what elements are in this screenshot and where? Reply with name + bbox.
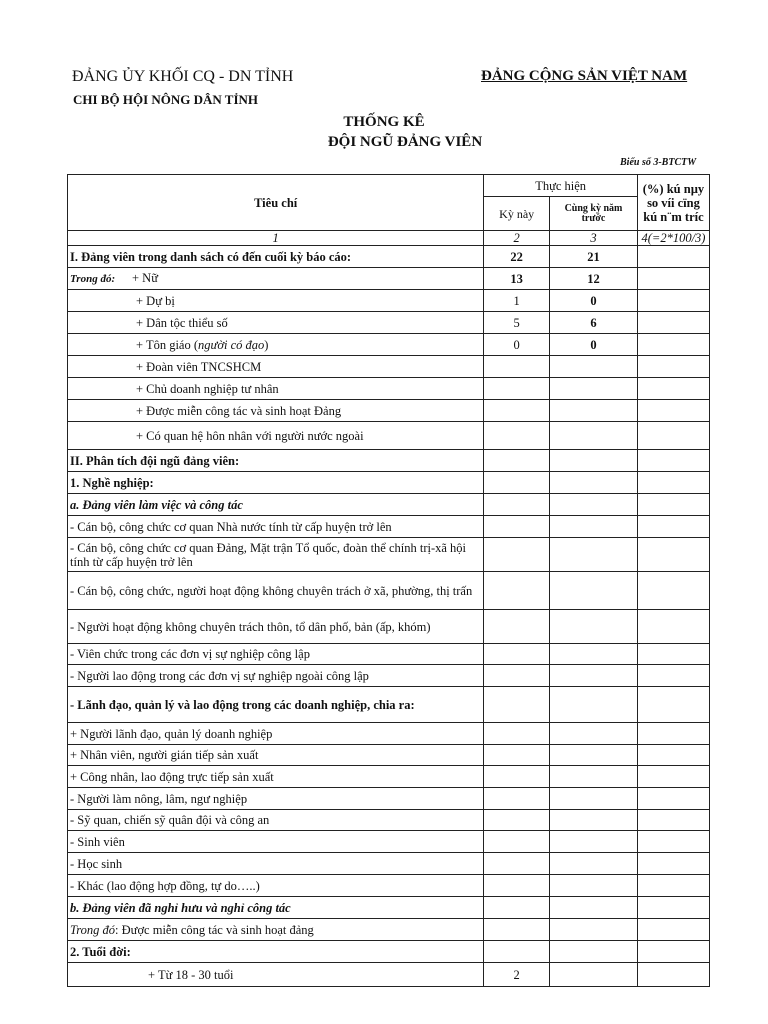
doc-subtitle: ĐỘI NGŨ ĐẢNG VIÊN <box>327 134 483 150</box>
row-label: - Sỹ quan, chiến sỹ quân đội và công an <box>68 810 484 831</box>
row-value-prev: 21 <box>550 246 638 268</box>
row-label: I. Đảng viên trong danh sách có đến cuối kỳ báo cáo: <box>68 246 484 268</box>
row-value-this <box>484 400 550 422</box>
table-row <box>68 516 710 538</box>
table-row <box>68 853 710 875</box>
table-row <box>68 875 710 897</box>
row-value-percent <box>637 450 709 472</box>
row-value-this: 1 <box>484 290 550 312</box>
row-value-percent <box>637 334 709 356</box>
row-value-this <box>484 378 550 400</box>
row-value-this <box>484 538 550 572</box>
org-name: ĐẢNG ỦY KHỐI CQ - DN TỈNH <box>72 68 294 85</box>
table-row <box>68 665 710 687</box>
row-label: II. Phân tích đội ngũ đảng viên: <box>68 450 484 472</box>
party-name: ĐẢNG CỘNG SẢN VIỆT NAM <box>481 68 688 84</box>
row-label: - Cán bộ, công chức cơ quan Đảng, Mặt trận Tổ quốc, đoàn thể chính trị-xã hội tính từ cấp huyện trở lên <box>68 538 484 572</box>
row-value-prev: 12 <box>550 268 638 290</box>
row-value-this: 5 <box>484 312 550 334</box>
row-value-percent <box>637 246 709 268</box>
row-value-percent <box>637 831 709 853</box>
row-label: - Người lao động trong các đơn vị sự nghiệp ngoài công lập <box>68 665 484 687</box>
row-value-this: 0 <box>484 334 550 356</box>
row-value-this <box>484 788 550 810</box>
row-value-this <box>484 472 550 494</box>
row-prefix: Trong đó <box>70 922 116 937</box>
row-value-percent <box>637 665 709 687</box>
row-label: - Khác (lao động hợp đồng, tự do…..) <box>68 875 484 897</box>
row-value-percent <box>637 853 709 875</box>
row-value-percent <box>637 610 709 644</box>
table-row <box>68 268 710 290</box>
row-value-this <box>484 831 550 853</box>
row-label <box>68 268 484 290</box>
row-value-this: 13 <box>484 268 550 290</box>
row-value-percent <box>637 312 709 334</box>
row-label: - Cán bộ, công chức, người hoạt động không chuyên trách ở xã, phường, thị trấn <box>68 572 484 610</box>
table-row <box>68 644 710 665</box>
table-row <box>68 963 710 987</box>
row-value-prev <box>550 516 638 538</box>
row-label: - Người làm nông, lâm, ngư nghiệp <box>68 788 484 810</box>
row-label: 2. Tuổi đời: <box>68 941 484 963</box>
row-value-prev <box>550 897 638 919</box>
row-label: + Được miễn công tác và sinh hoạt Đảng <box>68 400 484 422</box>
table-row <box>68 290 710 312</box>
row-value-percent <box>637 572 709 610</box>
table-row <box>68 494 710 516</box>
row-value-percent <box>637 290 709 312</box>
form-code: Biểu số 3-BTCTW <box>620 157 697 168</box>
row-label: + Chủ doanh nghiệp tư nhân <box>68 378 484 400</box>
row-value-prev <box>550 644 638 665</box>
row-label: + Nhân viên, người gián tiếp sản xuất <box>68 745 484 766</box>
table-row <box>68 312 710 334</box>
table-row <box>68 788 710 810</box>
row-value-percent <box>637 356 709 378</box>
row-value-this <box>484 766 550 788</box>
row-value-percent <box>637 422 709 450</box>
row-value-percent <box>637 766 709 788</box>
table-row <box>68 450 710 472</box>
row-value-this <box>484 572 550 610</box>
row-value-this <box>484 919 550 941</box>
row-value-prev <box>550 831 638 853</box>
row-label <box>68 919 484 941</box>
header-percent: (%) kú nµy so víi cïng kú n¨m tríc <box>637 175 709 231</box>
row-label: + Công nhân, lao động trực tiếp sản xuất <box>68 766 484 788</box>
row-value-this <box>484 356 550 378</box>
header-same-period: Cùng kỳ năm trước <box>550 197 638 231</box>
row-value-this <box>484 610 550 644</box>
col-number-1: 1 <box>68 231 484 246</box>
row-label: - Học sinh <box>68 853 484 875</box>
row-value-percent <box>637 400 709 422</box>
row-label: + Đoàn viên TNCSHCM <box>68 356 484 378</box>
row-label: - Lãnh đạo, quản lý và lao động trong các doanh nghiệp, chia ra: <box>68 687 484 723</box>
row-value-prev <box>550 572 638 610</box>
statistics-table <box>67 174 710 987</box>
table-row <box>68 472 710 494</box>
table-row <box>68 422 710 450</box>
row-value-percent <box>637 516 709 538</box>
row-value-prev <box>550 788 638 810</box>
table-row <box>68 897 710 919</box>
row-value-prev <box>550 400 638 422</box>
header-criteria: Tiêu chí <box>68 175 484 231</box>
branch-name: CHI BỘ HỘI NÔNG DÂN TỈNH <box>73 92 259 107</box>
row-label-italic: người có đạo <box>198 337 265 352</box>
row-value-percent <box>637 378 709 400</box>
row-value-this <box>484 875 550 897</box>
row-label: - Người hoạt động không chuyên trách thôn, tổ dân phố, bản (ấp, khóm) <box>68 610 484 644</box>
header-this-period: Kỳ này <box>484 197 550 231</box>
table-row <box>68 356 710 378</box>
row-value-this <box>484 644 550 665</box>
table-row <box>68 723 710 745</box>
row-value-percent <box>637 941 709 963</box>
row-value-this <box>484 516 550 538</box>
table-row <box>68 610 710 644</box>
row-value-percent <box>637 810 709 831</box>
row-label: + Dân tộc thiểu số <box>68 312 484 334</box>
row-value-this <box>484 941 550 963</box>
row-value-prev: 0 <box>550 290 638 312</box>
row-value-percent <box>637 494 709 516</box>
row-value-prev <box>550 875 638 897</box>
row-value-percent <box>637 538 709 572</box>
row-value-percent <box>637 687 709 723</box>
row-value-percent <box>637 875 709 897</box>
row-value-percent <box>637 963 709 987</box>
row-value-prev <box>550 538 638 572</box>
header-done: Thực hiện <box>484 175 638 197</box>
table-row <box>68 766 710 788</box>
row-value-percent <box>637 268 709 290</box>
row-value-prev <box>550 745 638 766</box>
row-label: + Từ 18 - 30 tuổi <box>68 963 484 987</box>
row-value-percent <box>637 919 709 941</box>
row-value-percent <box>637 723 709 745</box>
row-value-this <box>484 687 550 723</box>
table-row <box>68 400 710 422</box>
table-row <box>68 745 710 766</box>
row-value-this <box>484 723 550 745</box>
row-value-prev <box>550 766 638 788</box>
row-label: - Sinh viên <box>68 831 484 853</box>
row-label: - Viên chức trong các đơn vị sự nghiệp công lập <box>68 644 484 665</box>
row-value-percent <box>637 472 709 494</box>
row-value-this <box>484 494 550 516</box>
col-number-2: 2 <box>484 231 550 246</box>
row-value-this <box>484 422 550 450</box>
table-row <box>68 538 710 572</box>
row-value-this <box>484 853 550 875</box>
row-value-prev <box>550 472 638 494</box>
row-value-this <box>484 450 550 472</box>
table-row <box>68 687 710 723</box>
table-row <box>68 919 710 941</box>
row-value-prev <box>550 810 638 831</box>
col-number-4: 4(=2*100/3) <box>637 231 709 246</box>
row-value-prev <box>550 963 638 987</box>
row-label-text: + Nữ <box>132 271 158 285</box>
row-value-prev <box>550 610 638 644</box>
row-label: - Cán bộ, công chức cơ quan Nhà nước tính từ cấp huyện trở lên <box>68 516 484 538</box>
table-row <box>68 334 710 356</box>
col-number-3: 3 <box>550 231 638 246</box>
doc-title: THỐNG KÊ <box>343 114 425 130</box>
row-value-prev <box>550 665 638 687</box>
row-value-prev: 6 <box>550 312 638 334</box>
row-value-percent <box>637 644 709 665</box>
table-row <box>68 810 710 831</box>
row-value-prev: 0 <box>550 334 638 356</box>
row-label-text: + Tôn giáo ( <box>136 337 199 352</box>
row-value-this <box>484 665 550 687</box>
row-label: 1. Nghề nghiệp: <box>68 472 484 494</box>
row-value-prev <box>550 941 638 963</box>
table-row <box>68 378 710 400</box>
row-value-prev <box>550 356 638 378</box>
row-value-prev <box>550 687 638 723</box>
row-value-prev <box>550 853 638 875</box>
row-value-percent <box>637 745 709 766</box>
row-label: + Có quan hệ hôn nhân với người nước ngoài <box>68 422 484 450</box>
row-value-prev <box>550 723 638 745</box>
row-label: a. Đảng viên làm việc và công tác <box>68 494 484 516</box>
row-value-prev <box>550 450 638 472</box>
row-label: b. Đảng viên đã nghỉ hưu và nghỉ công tác <box>68 897 484 919</box>
row-value-prev <box>550 378 638 400</box>
row-value-this <box>484 897 550 919</box>
table-row <box>68 831 710 853</box>
row-value-prev <box>550 919 638 941</box>
row-value-percent <box>637 788 709 810</box>
row-label <box>68 334 484 356</box>
row-value-this <box>484 810 550 831</box>
row-prefix: Trong đó: <box>70 273 116 285</box>
table-row <box>68 246 710 268</box>
row-label: + Dự bị <box>68 290 484 312</box>
row-value-this: 2 <box>484 963 550 987</box>
row-value-this <box>484 745 550 766</box>
row-value-prev <box>550 494 638 516</box>
row-value-percent <box>637 897 709 919</box>
table-row <box>68 941 710 963</box>
row-value-this: 22 <box>484 246 550 268</box>
row-label-text: : Được miễn công tác và sinh hoạt đảng <box>115 922 314 937</box>
row-value-prev <box>550 422 638 450</box>
table-row <box>68 572 710 610</box>
row-label-end: ) <box>264 337 269 352</box>
row-label: + Người lãnh đạo, quản lý doanh nghiệp <box>68 723 484 745</box>
